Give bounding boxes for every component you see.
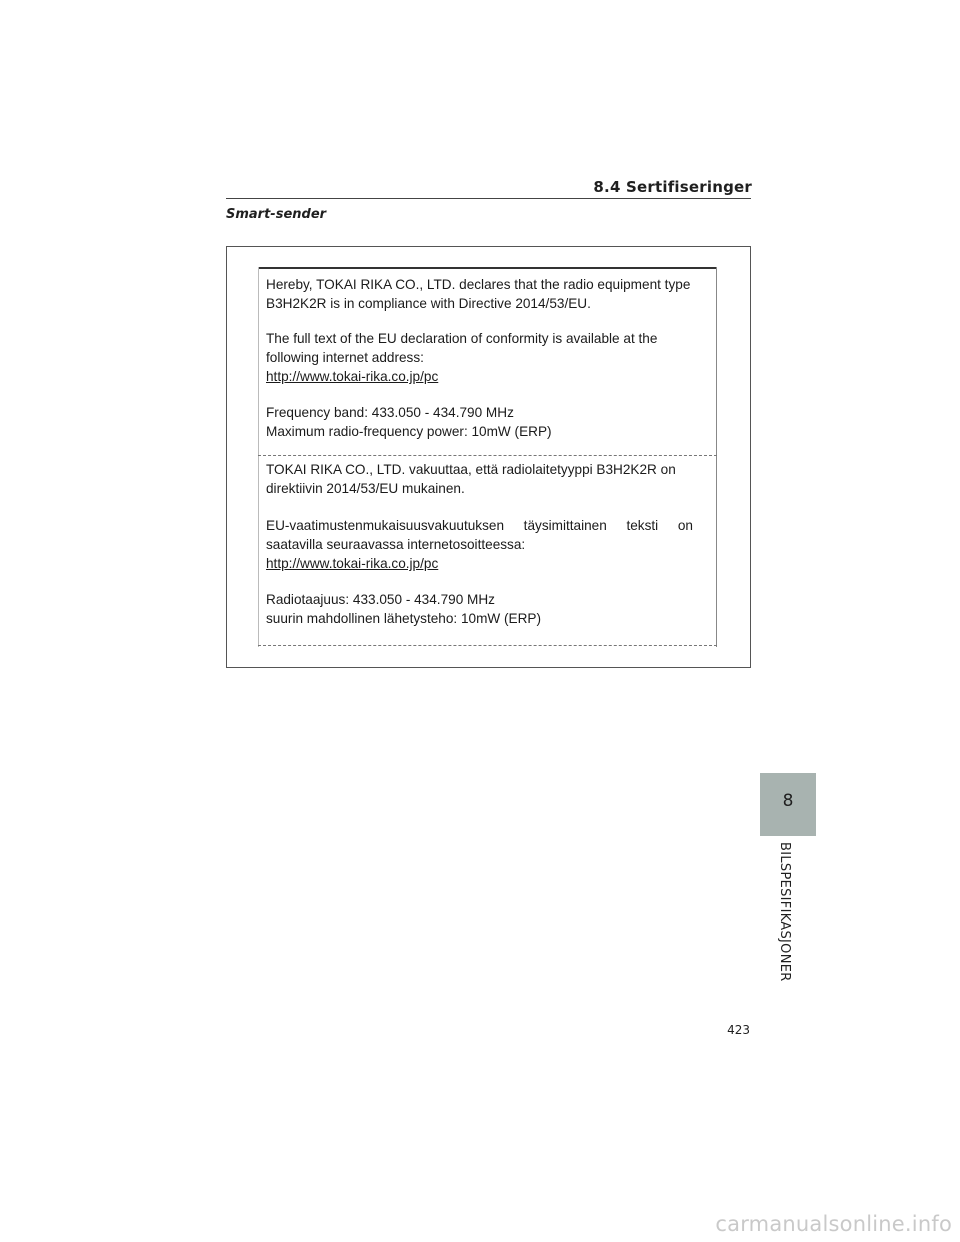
declaration-fi-conformity [266, 516, 693, 573]
declaration-fi-intro [266, 460, 711, 498]
chapter-label: BILSPESIFIKASJONER [777, 842, 792, 982]
conformity-fi-line-1: EU-vaatimustenmukaisuusvakuutuksen täysimittainen teksti on [266, 518, 693, 533]
conformity-en-line-2: following internet address: [266, 350, 424, 365]
max-power-fi: suurin mahdollinen lähetysteho: 10mW (ERP) [266, 611, 542, 626]
declaration-en-link[interactable]: http://www.tokai-rika.co.jp/pc [266, 369, 439, 384]
chapter-tab [760, 773, 816, 836]
page-number: 423 [727, 1023, 750, 1037]
declaration-fi-line-2: direktiivin 2014/53/EU mukainen. [266, 481, 465, 496]
conformity-fi-line-2: saatavilla seuraavassa internetosoitteessa: [266, 537, 526, 552]
conformity-en-line-1: The full text of the EU declaration of conformity is available at the [266, 331, 658, 346]
section-title: 8.4 Sertifiseringer [593, 178, 752, 196]
chapter-number: 8 [782, 791, 794, 811]
declaration-en-intro [266, 275, 711, 313]
declaration-fi-link[interactable]: http://www.tokai-rika.co.jp/pc [266, 556, 439, 571]
scanned-declaration [258, 267, 717, 647]
declaration-fi-line-1: TOKAI RIKA CO., LTD. vakuuttaa, että radiolaitetyyppi B3H2K2R on [266, 462, 676, 477]
frequency-band-fi: Radiotaajuus: 433.050 - 434.790 MHz [266, 592, 495, 607]
scan-bottom-border [258, 645, 717, 646]
scan-top-border [258, 267, 717, 269]
watermark: carmanualsonline.info [715, 1212, 952, 1236]
language-divider [258, 455, 717, 456]
declaration-en-radio [266, 403, 711, 441]
declaration-figure [226, 246, 751, 668]
declaration-en-line-1: Hereby, TOKAI RIKA CO., LTD. declares that the radio equipment type [266, 277, 691, 292]
section-label: Smart-sender [226, 207, 327, 222]
scan-right-border [716, 267, 717, 647]
scan-left-border [258, 267, 259, 647]
header-divider [226, 198, 751, 199]
frequency-band-en: Frequency band: 433.050 - 434.790 MHz [266, 405, 514, 420]
declaration-fi-radio [266, 590, 711, 628]
declaration-en-line-2: B3H2K2R is in compliance with Directive 2014/53/EU. [266, 296, 591, 311]
max-power-en: Maximum radio-frequency power: 10mW (ERP) [266, 424, 552, 439]
declaration-en-conformity [266, 329, 711, 386]
